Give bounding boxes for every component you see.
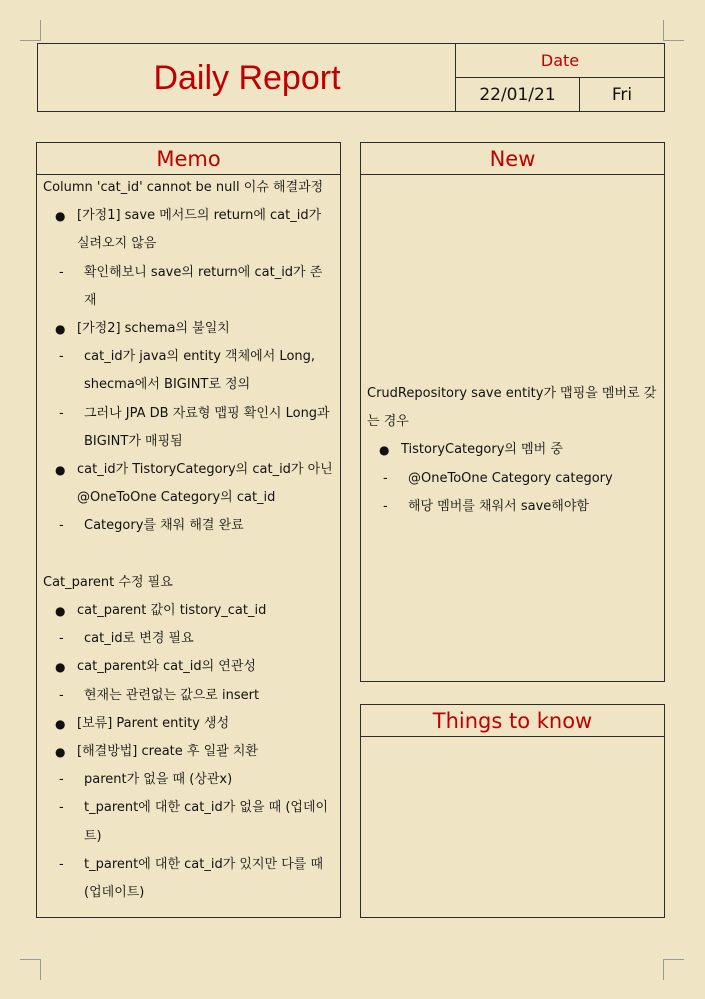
line-text: (업데이트) (84, 885, 145, 901)
dash-marker: - (59, 264, 64, 280)
line-text: 트) (84, 828, 102, 844)
things-to-know-title: Things to know (361, 705, 664, 737)
line-text: 확인해보니 save의 return에 cat_id가 존 (84, 264, 323, 280)
things-to-know-panel (360, 704, 665, 918)
bullet-marker: ● (55, 604, 66, 619)
crop-mark-bottom-right (663, 959, 684, 980)
line-text: shecma에서 BIGINT로 정의 (84, 377, 251, 393)
line-text: cat_id가 TistoryCategory의 cat_id가 아닌 (77, 462, 333, 478)
crop-mark-top-left (20, 20, 41, 41)
bullet-marker: ● (55, 660, 66, 675)
line-text: t_parent에 대한 cat_id가 없을 때 (업데이 (84, 800, 329, 816)
bullet-marker: ● (55, 209, 66, 224)
memo-line (43, 879, 336, 907)
line-text: CrudRepository save entity가 맵핑을 멤버로 갖 (367, 386, 657, 401)
memo-line (43, 541, 336, 569)
memo-line (43, 625, 336, 653)
line-text: 재 (84, 292, 97, 308)
crop-mark-top-right (663, 20, 684, 41)
line-text: @OneToOne Category의 cat_id (77, 490, 276, 506)
memo-line (43, 710, 336, 738)
line-text: [가정1] save 메서드의 return에 cat_id가 (77, 208, 322, 224)
memo-line (43, 766, 336, 794)
memo-line (43, 569, 336, 597)
memo-line (43, 851, 336, 879)
memo-line (43, 174, 336, 202)
memo-line (43, 738, 336, 766)
new-line (367, 408, 660, 436)
header-box (37, 43, 665, 112)
line-text: cat_id로 변경 필요 (84, 631, 194, 647)
memo-title: Memo (37, 143, 340, 175)
line-text: TistoryCategory의 멤버 중 (401, 442, 563, 458)
memo-line (43, 287, 336, 315)
new-title: New (361, 143, 664, 175)
bullet-marker: ● (55, 322, 66, 337)
weekday-value: Fri (611, 84, 633, 105)
line-text: cat_parent 값이 tistory_cat_id (77, 603, 267, 619)
memo-line (43, 371, 336, 399)
new-panel (360, 142, 665, 682)
line-text: 실려오지 않음 (77, 236, 157, 252)
bullet-marker: ● (379, 443, 390, 458)
memo-line (43, 597, 336, 625)
line-text: parent가 없을 때 (상관x) (84, 772, 233, 788)
bullet-marker: ● (55, 463, 66, 478)
line-text: 해당 멤버를 채워서 save해야함 (408, 498, 589, 514)
memo-content (43, 174, 336, 907)
dash-marker: - (383, 498, 388, 514)
page-title: Daily Report (153, 58, 341, 97)
new-content (367, 380, 660, 521)
dash-marker: - (59, 349, 64, 365)
line-text: [보류] Parent entity 생성 (77, 715, 230, 731)
memo-line (43, 259, 336, 287)
date-value: 22/01/21 (479, 84, 556, 105)
memo-line (43, 230, 336, 258)
new-line (367, 436, 660, 464)
line-text: Cat_parent 수정 필요 (43, 574, 173, 590)
memo-line (43, 484, 336, 512)
dash-marker: - (59, 518, 64, 534)
bullet-marker: ● (55, 716, 66, 731)
line-text: [해결방법] create 후 일괄 치환 (77, 744, 258, 760)
crop-mark-bottom-left (20, 959, 41, 980)
memo-panel (36, 142, 341, 918)
dash-marker: - (383, 470, 388, 486)
line-text: BIGINT가 매핑됨 (84, 433, 183, 449)
dash-marker: - (59, 687, 64, 703)
line-text: 그러나 JPA DB 자료형 맵핑 확인시 Long과 (84, 405, 330, 421)
line-text: 는 경우 (367, 414, 409, 430)
memo-line (43, 653, 336, 681)
memo-line (43, 512, 336, 540)
line-text: [가정2] schema의 불일치 (77, 321, 230, 337)
dash-marker: - (59, 856, 64, 872)
dash-marker: - (59, 405, 64, 421)
dash-marker: - (59, 772, 64, 788)
line-text: cat_parent와 cat_id의 연관성 (77, 659, 256, 675)
memo-line (43, 202, 336, 230)
new-line (367, 465, 660, 493)
date-label: Date (540, 51, 580, 70)
line-text: Category를 채워 해결 완료 (84, 518, 244, 534)
memo-line (43, 343, 336, 371)
new-line (367, 380, 660, 408)
new-line (367, 493, 660, 521)
dash-marker: - (59, 631, 64, 647)
memo-line (43, 428, 336, 456)
memo-line (43, 315, 336, 343)
line-text: @OneToOne Category category (408, 470, 613, 486)
memo-line (43, 682, 336, 710)
memo-line (43, 794, 336, 822)
memo-line (43, 400, 336, 428)
line-text: cat_id가 java의 entity 객체에서 Long, (84, 349, 316, 365)
dash-marker: - (59, 800, 64, 816)
line-text: Column 'cat_id' cannot be null 이슈 해결과정 (43, 180, 324, 195)
memo-line (43, 456, 336, 484)
line-text: 현재는 관련없는 값으로 insert (84, 687, 260, 703)
memo-line (43, 823, 336, 851)
bullet-marker: ● (55, 745, 66, 760)
line-text: t_parent에 대한 cat_id가 있지만 다를 때 (84, 856, 324, 872)
